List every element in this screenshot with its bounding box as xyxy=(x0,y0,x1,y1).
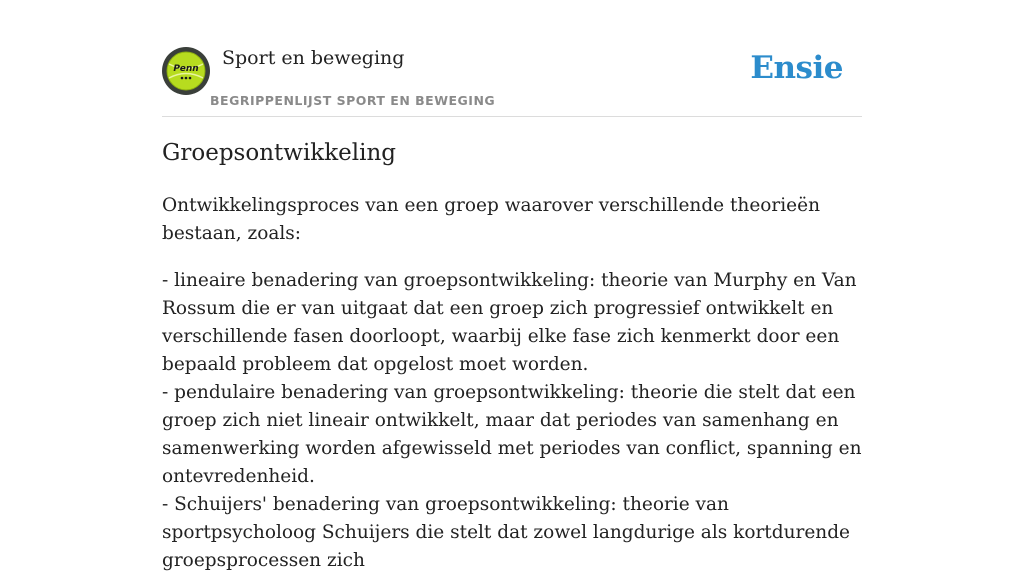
category-title[interactable]: Sport en beweging xyxy=(222,47,405,69)
list-label[interactable]: BEGRIPPENLIJST SPORT EN BEWEGING xyxy=(210,93,496,108)
definition-item: - lineaire benadering van groepsontwikkeling: theorie van Murphy en Van Rossum die er van uitgaat dat een groep zich progressief ontwikkelt en verschillende fasen doorloopt, waarbij elke fase zich kenmerkt door een bepaald probleem dat opgelost moet worden. xyxy=(162,270,857,375)
page-container xyxy=(162,0,862,571)
definition-item: - Schuijers' benadering van groepsontwikkeling: theorie van sportpsycholoog Schuijers die stelt dat zowel langdurige als kortdurende groepsprocessen zich xyxy=(162,494,850,571)
definition-list xyxy=(162,267,862,575)
definition-intro: Ontwikkelingsproces van een groep waarover verschillende theorieën bestaan, zoals: xyxy=(162,195,820,244)
avatar[interactable] xyxy=(162,47,210,95)
definition-item: - pendulaire benadering van groepsontwikkeling: theorie die stelt dat een groep zich niet lineair ontwikkelt, maar dat periodes van samenhang en samenwerking worden afgewisseld met periodes van conflict, spanning en ontevredenheid. xyxy=(162,382,862,487)
avatar-logo-text: Penn xyxy=(173,64,199,74)
tennis-ball-icon xyxy=(166,51,206,91)
definition xyxy=(162,192,862,575)
brand-logo[interactable]: Ensie xyxy=(750,50,843,86)
term-title: Groepsontwikkeling xyxy=(162,140,397,166)
header xyxy=(162,0,862,117)
